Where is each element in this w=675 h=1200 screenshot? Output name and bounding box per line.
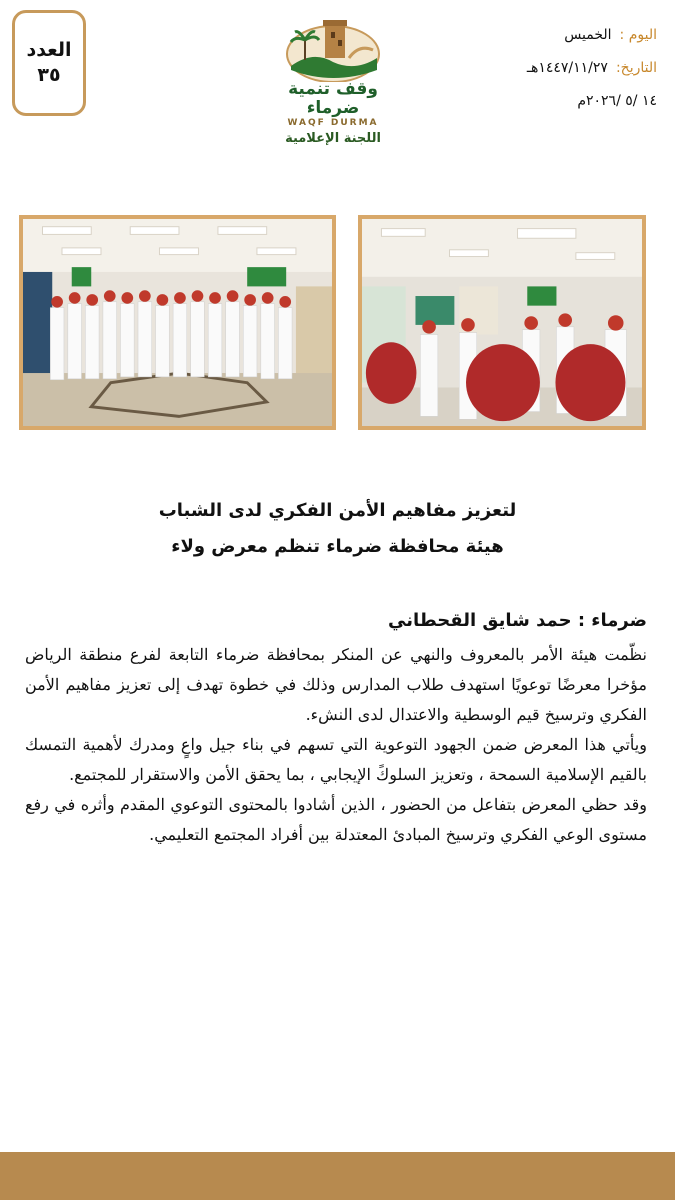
footer-bar bbox=[0, 1152, 675, 1200]
day-row bbox=[527, 18, 657, 51]
exhibition-visit-photo bbox=[358, 215, 646, 430]
issue-label: العدد bbox=[26, 39, 72, 61]
article-body bbox=[25, 640, 647, 850]
article-byline: ضرماء : حمد شايق القحطاني bbox=[388, 610, 647, 631]
issue-number: ٣٥ bbox=[37, 64, 61, 86]
date-label: التاريخ: bbox=[615, 59, 657, 76]
hijri-date: ١٤٤٧/١١/٢٧هـ bbox=[526, 59, 608, 76]
hijri-row bbox=[527, 51, 657, 84]
logo-name-en: WAQF DURMA bbox=[287, 118, 379, 129]
date-block bbox=[527, 18, 657, 117]
article-paragraph: وقد حظي المعرض بتفاعل من الحضور ، الذين أشادوا بالمحتوى التوعوي المقدم وأثره في رفع مستوى الوعي الفكري وترسيخ المبادئ المعتدلة بين أفراد المجتمع التعليمي. bbox=[25, 795, 647, 844]
headline-line-2: هيئة محافظة ضرماء تنظم معرض ولاء bbox=[171, 536, 504, 557]
logo-subtitle: اللجنة الإعلامية bbox=[285, 131, 381, 147]
day-label: اليوم : bbox=[619, 26, 657, 43]
day-value: الخميس bbox=[564, 26, 612, 43]
gregorian-row bbox=[527, 84, 657, 117]
waqf-durma-logo bbox=[268, 10, 398, 147]
logo-name-ar: وقف تنمية ضرماء bbox=[288, 79, 378, 118]
logo-emblem-icon bbox=[283, 10, 383, 82]
gregorian-date: ١٤ /٥ /٢٠٢٦م bbox=[577, 92, 657, 109]
exhibition-group-photo bbox=[19, 215, 336, 430]
article-paragraph: نظّمت هيئة الأمر بالمعروف والنهي عن المنكر بمحافظة ضرماء التابعة لفرع منطقة الرياض مؤخرا معرضًا توعويًا استهدف طلاب المدارس وذلك في خطوة تهدف إلى تعزيز مفاهيم الأمن الفكري وترسيخ قيم الوسطية والاعتدال لدى النشء. bbox=[25, 645, 647, 724]
issue-number-box bbox=[12, 10, 86, 116]
headline-line-1: لتعزيز مفاهيم الأمن الفكري لدى الشباب bbox=[158, 500, 517, 521]
article-paragraph: ويأتي هذا المعرض ضمن الجهود التوعوية التي تسهم في بناء جيل واعٍ ومدرك لأهمية التمسك بالقيم الإسلامية السمحة ، وتعزيز السلوكً الإيجابي ، بما يحقق الأمن والاستقرار للمجتمع. bbox=[25, 735, 647, 784]
